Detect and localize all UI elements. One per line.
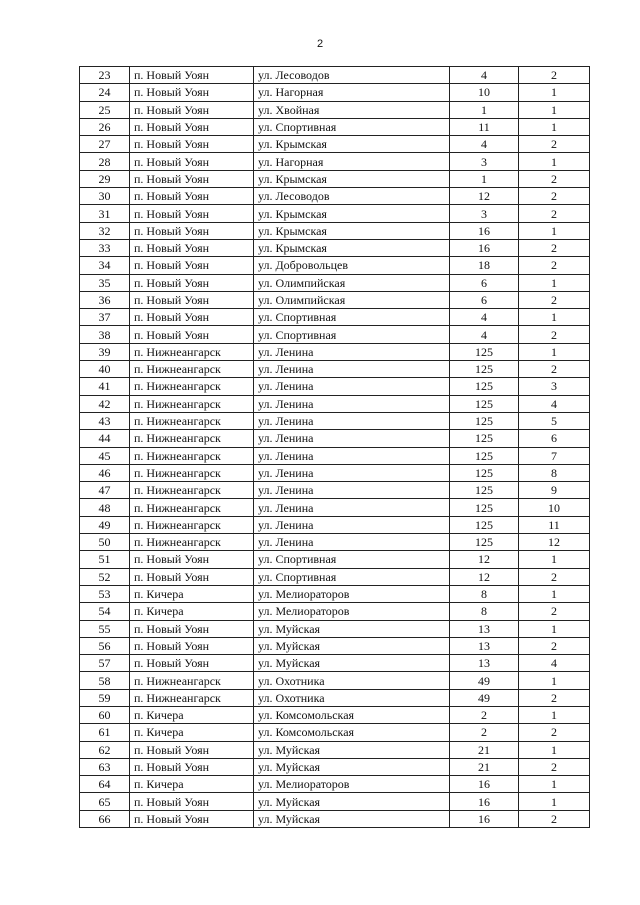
row-number-cell: 39 (80, 343, 130, 360)
locality-cell: п. Новый Уоян (130, 84, 254, 101)
street-cell: ул. Ленина (254, 499, 450, 516)
house-number-cell: 13 (450, 620, 519, 637)
apartment-number-cell: 7 (519, 447, 590, 464)
locality-cell: п. Кичера (130, 776, 254, 793)
house-number-cell: 125 (450, 378, 519, 395)
table-row (80, 239, 590, 256)
apartment-number-cell: 1 (519, 741, 590, 758)
table-row (80, 412, 590, 429)
apartment-number-cell: 9 (519, 482, 590, 499)
street-cell: ул. Ленина (254, 464, 450, 481)
house-number-cell: 12 (450, 568, 519, 585)
street-cell: ул. Олимпийская (254, 291, 450, 308)
apartment-number-cell: 2 (519, 257, 590, 274)
house-number-cell: 2 (450, 706, 519, 723)
apartment-number-cell: 11 (519, 516, 590, 533)
house-number-cell: 2 (450, 724, 519, 741)
apartment-number-cell: 1 (519, 118, 590, 135)
table-row (80, 810, 590, 827)
row-number-cell: 59 (80, 689, 130, 706)
house-number-cell: 4 (450, 67, 519, 84)
street-cell: ул. Ленина (254, 378, 450, 395)
row-number-cell: 43 (80, 412, 130, 429)
row-number-cell: 41 (80, 378, 130, 395)
house-number-cell: 125 (450, 361, 519, 378)
locality-cell: п. Нижнеангарск (130, 378, 254, 395)
apartment-number-cell: 4 (519, 395, 590, 412)
house-number-cell: 49 (450, 689, 519, 706)
house-number-cell: 125 (450, 534, 519, 551)
apartment-number-cell: 2 (519, 136, 590, 153)
apartment-number-cell: 1 (519, 222, 590, 239)
locality-cell: п. Новый Уоян (130, 205, 254, 222)
table-row (80, 793, 590, 810)
street-cell: ул. Крымская (254, 136, 450, 153)
row-number-cell: 61 (80, 724, 130, 741)
row-number-cell: 45 (80, 447, 130, 464)
table-row (80, 741, 590, 758)
table-row (80, 222, 590, 239)
street-cell: ул. Крымская (254, 170, 450, 187)
row-number-cell: 27 (80, 136, 130, 153)
apartment-number-cell: 4 (519, 655, 590, 672)
house-number-cell: 12 (450, 551, 519, 568)
table-row (80, 776, 590, 793)
table-row (80, 689, 590, 706)
street-cell: ул. Крымская (254, 239, 450, 256)
locality-cell: п. Нижнеангарск (130, 516, 254, 533)
locality-cell: п. Новый Уоян (130, 551, 254, 568)
row-number-cell: 23 (80, 67, 130, 84)
apartment-number-cell: 1 (519, 793, 590, 810)
table-row (80, 361, 590, 378)
apartment-number-cell: 2 (519, 810, 590, 827)
apartment-number-cell: 2 (519, 689, 590, 706)
row-number-cell: 24 (80, 84, 130, 101)
row-number-cell: 31 (80, 205, 130, 222)
house-number-cell: 125 (450, 499, 519, 516)
table-row (80, 464, 590, 481)
row-number-cell: 64 (80, 776, 130, 793)
address-table (79, 66, 590, 828)
street-cell: ул. Ленина (254, 343, 450, 360)
locality-cell: п. Новый Уоян (130, 568, 254, 585)
street-cell: ул. Олимпийская (254, 274, 450, 291)
street-cell: ул. Мелиораторов (254, 585, 450, 602)
locality-cell: п. Нижнеангарск (130, 447, 254, 464)
street-cell: ул. Охотника (254, 689, 450, 706)
locality-cell: п. Кичера (130, 603, 254, 620)
locality-cell: п. Нижнеангарск (130, 499, 254, 516)
house-number-cell: 8 (450, 585, 519, 602)
apartment-number-cell: 5 (519, 412, 590, 429)
locality-cell: п. Нижнеангарск (130, 672, 254, 689)
house-number-cell: 4 (450, 326, 519, 343)
apartment-number-cell: 2 (519, 205, 590, 222)
house-number-cell: 12 (450, 188, 519, 205)
house-number-cell: 13 (450, 655, 519, 672)
house-number-cell: 6 (450, 274, 519, 291)
locality-cell: п. Новый Уоян (130, 136, 254, 153)
house-number-cell: 125 (450, 447, 519, 464)
street-cell: ул. Ленина (254, 534, 450, 551)
table-row (80, 118, 590, 135)
street-cell: ул. Спортивная (254, 568, 450, 585)
table-row (80, 291, 590, 308)
locality-cell: п. Новый Уоян (130, 620, 254, 637)
table-row (80, 395, 590, 412)
apartment-number-cell: 1 (519, 672, 590, 689)
row-number-cell: 55 (80, 620, 130, 637)
house-number-cell: 6 (450, 291, 519, 308)
table-row (80, 153, 590, 170)
row-number-cell: 30 (80, 188, 130, 205)
street-cell: ул. Охотника (254, 672, 450, 689)
apartment-number-cell: 1 (519, 153, 590, 170)
apartment-number-cell: 1 (519, 776, 590, 793)
locality-cell: п. Нижнеангарск (130, 343, 254, 360)
house-number-cell: 3 (450, 153, 519, 170)
row-number-cell: 36 (80, 291, 130, 308)
house-number-cell: 125 (450, 516, 519, 533)
street-cell: ул. Ленина (254, 430, 450, 447)
row-number-cell: 44 (80, 430, 130, 447)
apartment-number-cell: 1 (519, 343, 590, 360)
street-cell: ул. Ленина (254, 482, 450, 499)
locality-cell: п. Новый Уоян (130, 239, 254, 256)
house-number-cell: 125 (450, 343, 519, 360)
row-number-cell: 48 (80, 499, 130, 516)
locality-cell: п. Кичера (130, 706, 254, 723)
table-row (80, 170, 590, 187)
house-number-cell: 10 (450, 84, 519, 101)
locality-cell: п. Нижнеангарск (130, 482, 254, 499)
apartment-number-cell: 1 (519, 706, 590, 723)
locality-cell: п. Новый Уоян (130, 741, 254, 758)
apartment-number-cell: 1 (519, 101, 590, 118)
apartment-number-cell: 1 (519, 620, 590, 637)
house-number-cell: 4 (450, 136, 519, 153)
house-number-cell: 125 (450, 430, 519, 447)
apartment-number-cell: 2 (519, 637, 590, 654)
locality-cell: п. Нижнеангарск (130, 464, 254, 481)
row-number-cell: 38 (80, 326, 130, 343)
street-cell: ул. Мелиораторов (254, 603, 450, 620)
row-number-cell: 29 (80, 170, 130, 187)
apartment-number-cell: 2 (519, 724, 590, 741)
street-cell: ул. Муйская (254, 655, 450, 672)
row-number-cell: 42 (80, 395, 130, 412)
table-row (80, 655, 590, 672)
page-number: 2 (316, 38, 324, 50)
locality-cell: п. Нижнеангарск (130, 412, 254, 429)
row-number-cell: 37 (80, 309, 130, 326)
row-number-cell: 33 (80, 239, 130, 256)
street-cell: ул. Мелиораторов (254, 776, 450, 793)
street-cell: ул. Добровольцев (254, 257, 450, 274)
locality-cell: п. Новый Уоян (130, 67, 254, 84)
street-cell: ул. Муйская (254, 620, 450, 637)
apartment-number-cell: 2 (519, 603, 590, 620)
row-number-cell: 53 (80, 585, 130, 602)
table-row (80, 724, 590, 741)
house-number-cell: 1 (450, 101, 519, 118)
locality-cell: п. Новый Уоян (130, 118, 254, 135)
row-number-cell: 49 (80, 516, 130, 533)
row-number-cell: 40 (80, 361, 130, 378)
table-row (80, 205, 590, 222)
street-cell: ул. Комсомольская (254, 724, 450, 741)
apartment-number-cell: 2 (519, 67, 590, 84)
apartment-number-cell: 3 (519, 378, 590, 395)
house-number-cell: 125 (450, 395, 519, 412)
locality-cell: п. Новый Уоян (130, 810, 254, 827)
table-row (80, 620, 590, 637)
street-cell: ул. Нагорная (254, 84, 450, 101)
table-row (80, 136, 590, 153)
table-row (80, 378, 590, 395)
row-number-cell: 54 (80, 603, 130, 620)
locality-cell: п. Новый Уоян (130, 153, 254, 170)
house-number-cell: 13 (450, 637, 519, 654)
row-number-cell: 32 (80, 222, 130, 239)
house-number-cell: 21 (450, 741, 519, 758)
house-number-cell: 16 (450, 222, 519, 239)
table-row (80, 551, 590, 568)
apartment-number-cell: 1 (519, 274, 590, 291)
house-number-cell: 1 (450, 170, 519, 187)
row-number-cell: 63 (80, 758, 130, 775)
row-number-cell: 58 (80, 672, 130, 689)
house-number-cell: 21 (450, 758, 519, 775)
locality-cell: п. Новый Уоян (130, 309, 254, 326)
locality-cell: п. Новый Уоян (130, 326, 254, 343)
street-cell: ул. Ленина (254, 447, 450, 464)
locality-cell: п. Новый Уоян (130, 170, 254, 187)
row-number-cell: 28 (80, 153, 130, 170)
street-cell: ул. Спортивная (254, 326, 450, 343)
table-row (80, 637, 590, 654)
row-number-cell: 34 (80, 257, 130, 274)
house-number-cell: 18 (450, 257, 519, 274)
row-number-cell: 25 (80, 101, 130, 118)
row-number-cell: 46 (80, 464, 130, 481)
locality-cell: п. Нижнеангарск (130, 395, 254, 412)
street-cell: ул. Ленина (254, 412, 450, 429)
table-row (80, 101, 590, 118)
row-number-cell: 52 (80, 568, 130, 585)
locality-cell: п. Новый Уоян (130, 274, 254, 291)
row-number-cell: 62 (80, 741, 130, 758)
apartment-number-cell: 2 (519, 568, 590, 585)
house-number-cell: 125 (450, 412, 519, 429)
locality-cell: п. Новый Уоян (130, 655, 254, 672)
street-cell: ул. Муйская (254, 637, 450, 654)
house-number-cell: 125 (450, 464, 519, 481)
house-number-cell: 4 (450, 309, 519, 326)
street-cell: ул. Комсомольская (254, 706, 450, 723)
house-number-cell: 3 (450, 205, 519, 222)
street-cell: ул. Лесоводов (254, 188, 450, 205)
street-cell: ул. Хвойная (254, 101, 450, 118)
table-row (80, 672, 590, 689)
street-cell: ул. Лесоводов (254, 67, 450, 84)
table-row (80, 257, 590, 274)
table-row (80, 499, 590, 516)
table-row (80, 758, 590, 775)
house-number-cell: 16 (450, 793, 519, 810)
house-number-cell: 125 (450, 482, 519, 499)
street-cell: ул. Ленина (254, 516, 450, 533)
street-cell: ул. Ленина (254, 395, 450, 412)
house-number-cell: 16 (450, 239, 519, 256)
street-cell: ул. Муйская (254, 758, 450, 775)
row-number-cell: 57 (80, 655, 130, 672)
apartment-number-cell: 1 (519, 551, 590, 568)
house-number-cell: 11 (450, 118, 519, 135)
street-cell: ул. Спортивная (254, 309, 450, 326)
locality-cell: п. Новый Уоян (130, 637, 254, 654)
street-cell: ул. Спортивная (254, 118, 450, 135)
house-number-cell: 8 (450, 603, 519, 620)
apartment-number-cell: 8 (519, 464, 590, 481)
row-number-cell: 47 (80, 482, 130, 499)
table-row (80, 326, 590, 343)
apartment-number-cell: 2 (519, 361, 590, 378)
locality-cell: п. Новый Уоян (130, 101, 254, 118)
locality-cell: п. Нижнеангарск (130, 361, 254, 378)
house-number-cell: 16 (450, 776, 519, 793)
table-row (80, 447, 590, 464)
street-cell: ул. Нагорная (254, 153, 450, 170)
table-row (80, 274, 590, 291)
street-cell: ул. Спортивная (254, 551, 450, 568)
apartment-number-cell: 2 (519, 170, 590, 187)
locality-cell: п. Новый Уоян (130, 222, 254, 239)
apartment-number-cell: 2 (519, 291, 590, 308)
table-row (80, 84, 590, 101)
apartment-number-cell: 1 (519, 585, 590, 602)
locality-cell: п. Нижнеангарск (130, 689, 254, 706)
locality-cell: п. Нижнеангарск (130, 430, 254, 447)
apartment-number-cell: 2 (519, 188, 590, 205)
row-number-cell: 56 (80, 637, 130, 654)
apartment-number-cell: 12 (519, 534, 590, 551)
locality-cell: п. Кичера (130, 585, 254, 602)
table-row (80, 585, 590, 602)
street-cell: ул. Ленина (254, 361, 450, 378)
apartment-number-cell: 2 (519, 239, 590, 256)
locality-cell: п. Новый Уоян (130, 291, 254, 308)
table-row (80, 603, 590, 620)
locality-cell: п. Новый Уоян (130, 758, 254, 775)
apartment-number-cell: 2 (519, 326, 590, 343)
row-number-cell: 65 (80, 793, 130, 810)
street-cell: ул. Муйская (254, 741, 450, 758)
apartment-number-cell: 1 (519, 84, 590, 101)
locality-cell: п. Нижнеангарск (130, 534, 254, 551)
table-row (80, 343, 590, 360)
street-cell: ул. Муйская (254, 810, 450, 827)
locality-cell: п. Новый Уоян (130, 188, 254, 205)
table-row (80, 188, 590, 205)
row-number-cell: 60 (80, 706, 130, 723)
row-number-cell: 26 (80, 118, 130, 135)
apartment-number-cell: 10 (519, 499, 590, 516)
row-number-cell: 35 (80, 274, 130, 291)
locality-cell: п. Новый Уоян (130, 793, 254, 810)
locality-cell: п. Кичера (130, 724, 254, 741)
street-cell: ул. Муйская (254, 793, 450, 810)
table-row (80, 482, 590, 499)
row-number-cell: 66 (80, 810, 130, 827)
table-row (80, 309, 590, 326)
table-row (80, 706, 590, 723)
table-row (80, 534, 590, 551)
row-number-cell: 51 (80, 551, 130, 568)
apartment-number-cell: 2 (519, 758, 590, 775)
apartment-number-cell: 1 (519, 309, 590, 326)
row-number-cell: 50 (80, 534, 130, 551)
table-row (80, 516, 590, 533)
table-body (80, 67, 590, 828)
apartment-number-cell: 6 (519, 430, 590, 447)
table-row (80, 67, 590, 84)
street-cell: ул. Крымская (254, 205, 450, 222)
locality-cell: п. Новый Уоян (130, 257, 254, 274)
street-cell: ул. Крымская (254, 222, 450, 239)
table-row (80, 568, 590, 585)
house-number-cell: 49 (450, 672, 519, 689)
table-row (80, 430, 590, 447)
house-number-cell: 16 (450, 810, 519, 827)
